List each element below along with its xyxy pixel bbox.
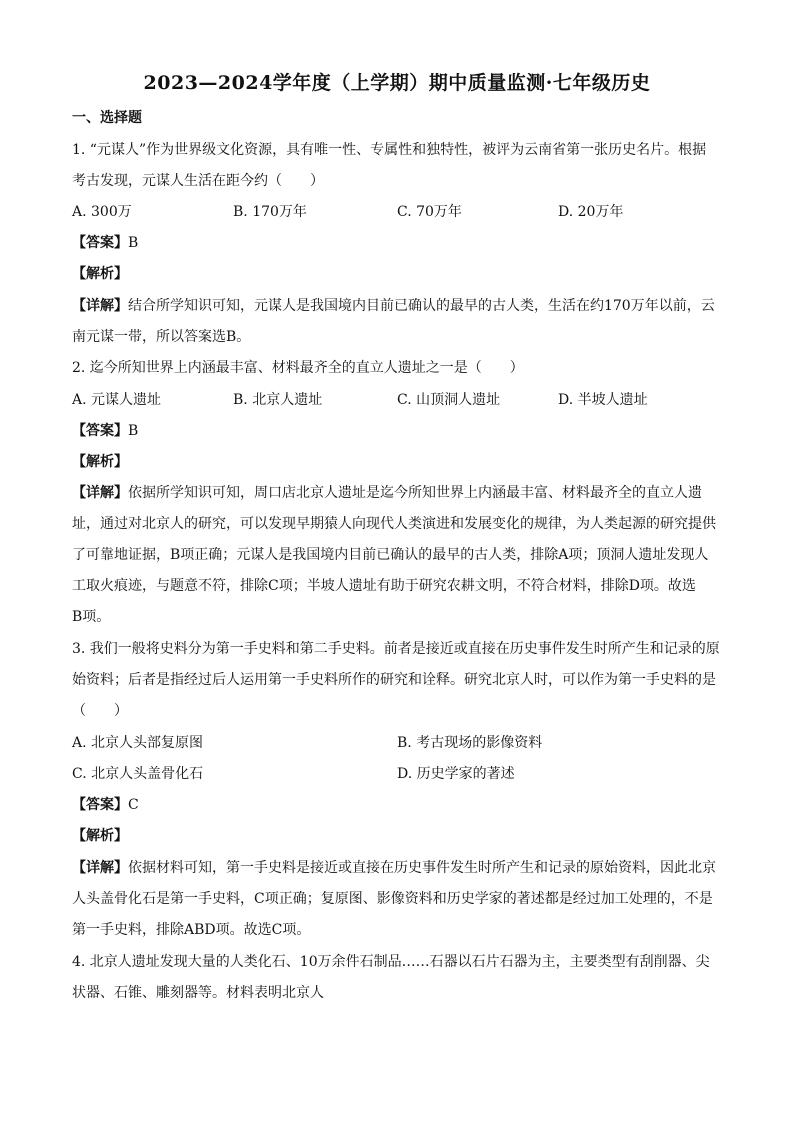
- q2-detail-line-2: 址，通过对北京人的研究，可以发现早期猿人向现代人类演进和发展变化的规律，为人类起源的研究提供: [72, 516, 716, 532]
- q3-detail-line-2: 人头盖骨化石是第一手史料，C项正确；复原图、影像资料和历史学家的著述都是经过加工处理的，不是: [72, 891, 713, 907]
- q2-detail-line-3: 了可靠地证据，B项正确；元谋人是我国境内目前已确认的最早的古人类，排除A项；顶洞人遗址发现人: [72, 547, 709, 563]
- answer-value: B: [128, 235, 139, 251]
- q3-option-d: D. 历史学家的著述: [397, 766, 515, 782]
- q1-answer: [72, 233, 138, 253]
- q1-option-c: C. 70万年: [397, 204, 462, 220]
- q2-answer: [72, 421, 138, 441]
- q3-option-c: C. 北京人头盖骨化石: [72, 766, 204, 782]
- q3-option-a: A. 北京人头部复原图: [72, 735, 204, 751]
- detail-label: 【详解】: [72, 298, 128, 314]
- q3-detail-line-1: [72, 858, 716, 878]
- q3-analysis-label: 【解析】: [72, 828, 128, 844]
- q3-stem-line-1: 3. 我们一般将史料分为第一手史料和第二手史料。前者是接近或直接在历史事件发生时所产生和记录的原: [72, 641, 720, 657]
- q1-analysis-label: 【解析】: [72, 266, 128, 282]
- q2-stem-line-1: 2. 迄今所知世界上内涵最丰富、材料最齐全的直立人遗址之一是（ ）: [72, 360, 524, 376]
- q2-option-d: D. 半坡人遗址: [558, 392, 648, 408]
- q1-option-a: A. 300万: [72, 204, 132, 220]
- detail-label: 【详解】: [72, 860, 128, 876]
- q2-option-a: A. 元谋人遗址: [72, 392, 162, 408]
- answer-label: 【答案】: [72, 423, 128, 439]
- q3-stem-line-2: 始资料；后者是指经过后人运用第一手史料所作的研究和诠释。研究北京人时，可以作为第一手史料的是: [72, 672, 716, 688]
- detail-text: 依据材料可知，第一手史料是接近或直接在历史事件发生时所产生和记录的原始资料，因此北京: [128, 860, 716, 876]
- q3-answer: [72, 795, 139, 815]
- q2-detail-line-4: 工取火痕迹，与题意不符，排除C项；半坡人遗址有助于研究农耕文明，不符合材料，排除D项。故选: [72, 578, 696, 594]
- page-title: 2023—2024学年度（上学期）期中质量监测·七年级历史: [143, 72, 651, 94]
- detail-text: 依据所学知识可知，周口店北京人遗址是迄今所知世界上内涵最丰富、材料最齐全的直立人遗: [128, 485, 702, 501]
- detail-text: 结合所学知识可知，元谋人是我国境内目前已确认的最早的古人类，生活在约170万年以前，云: [128, 298, 715, 314]
- q1-detail-line-2: 南元谋一带，所以答案选B。: [72, 329, 251, 345]
- q3-stem-line-3: （ ）: [72, 703, 128, 719]
- q2-analysis-label: 【解析】: [72, 454, 128, 470]
- q4-stem-line-1: 4. 北京人遗址发现大量的人类化石、10万余件石制品……石器以石片石器为主，主要类型有刮削器、尖: [72, 954, 710, 970]
- q3-detail-line-3: 第一手史料，排除ABD项。故选C项。: [72, 922, 311, 938]
- q2-option-b: B. 北京人遗址: [233, 392, 323, 408]
- q1-stem-line-2: 考古发现，元谋人生活在距今约（ ）: [72, 173, 324, 189]
- q2-option-c: C. 山顶洞人遗址: [397, 392, 501, 408]
- q2-detail-line-5: B项。: [72, 609, 111, 625]
- q1-option-b: B. 170万年: [233, 204, 307, 220]
- answer-label: 【答案】: [72, 235, 128, 251]
- q2-detail-line-1: [72, 483, 702, 503]
- answer-label: 【答案】: [72, 797, 128, 813]
- q1-stem-line-1: 1. “元谋人”作为世界级文化资源，具有唯一性、专属性和独特性，被评为云南省第一张历史名片。根据: [72, 142, 707, 158]
- answer-value: C: [128, 797, 139, 813]
- section-heading: 一、选择题: [72, 110, 142, 126]
- q1-detail-line-1: [72, 296, 715, 316]
- q3-option-b: B. 考古现场的影像资料: [397, 735, 543, 751]
- q4-stem-line-2: 状器、石锥、雕刻器等。材料表明北京人: [72, 985, 324, 1001]
- detail-label: 【详解】: [72, 485, 128, 501]
- answer-value: B: [128, 423, 139, 439]
- q1-option-d: D. 20万年: [558, 204, 624, 220]
